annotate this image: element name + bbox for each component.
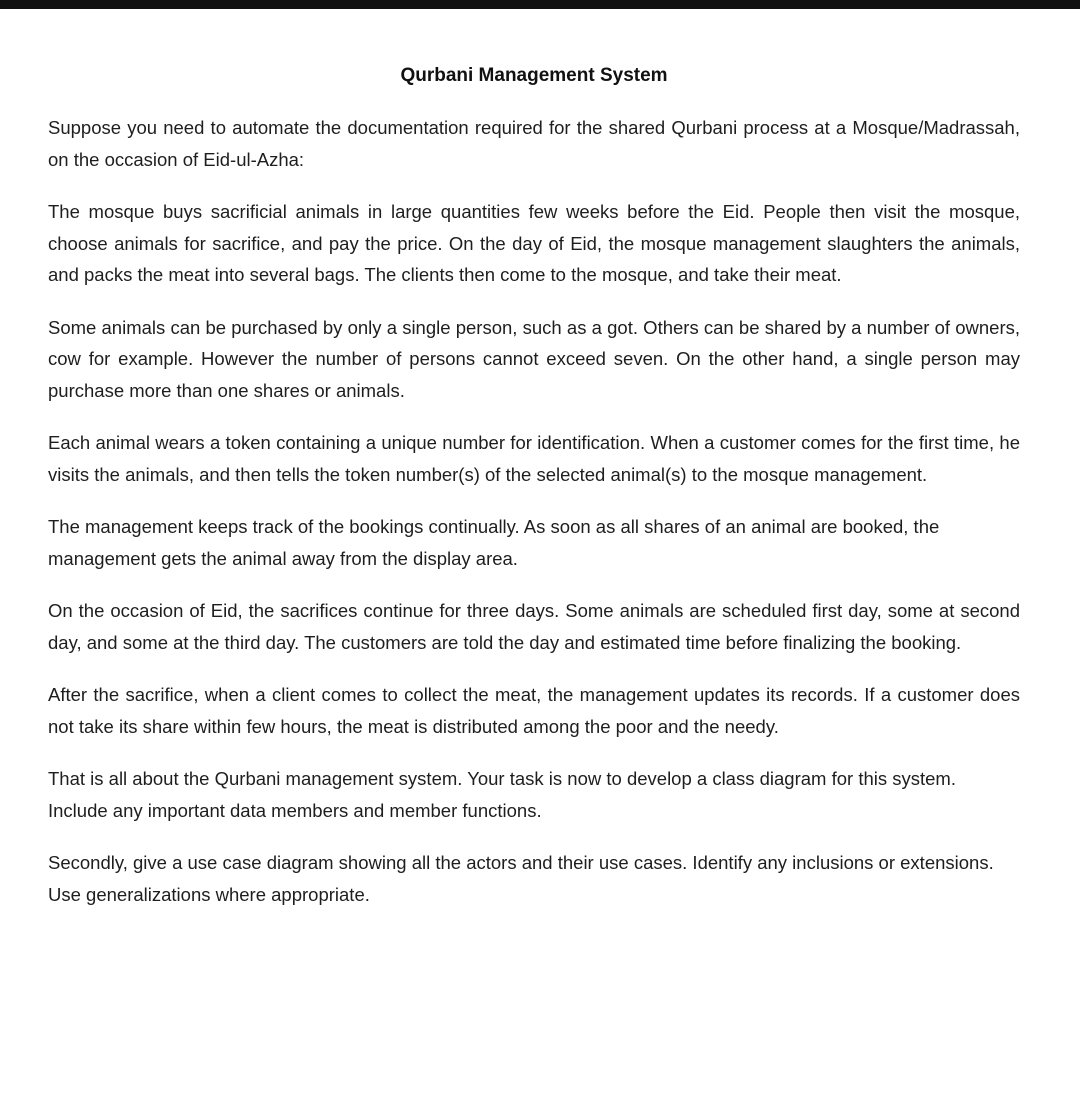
paragraph-token: Each animal wears a token containing a unique number for identification. When a customer comes for the first time, he visits the animals, and then tells the token number(s) of the selected animal(s) to the mosque management. [48, 432, 1020, 485]
paragraph-class-diagram-task: That is all about the Qurbani management system. Your task is now to develop a class diagram for this system. Include any important data members and member functions. [48, 768, 956, 821]
paragraph-bookings: The management keeps track of the bookings continually. As soon as all shares of an animal are booked, the management gets the animal away from the display area. [48, 516, 940, 569]
paragraph-purchase-process: The mosque buys sacrificial animals in large quantities few weeks before the Eid. People then visit the mosque, choose animals for sacrifice, and pay the price. On the day of Eid, the mosque management slaughters the animals, and packs the meat into several bags. The clients then come to the mosque, and take their meat. [48, 201, 1020, 285]
document-page [48, 60, 1020, 931]
paragraph-schedule: On the occasion of Eid, the sacrifices continue for three days. Some animals are scheduled first day, some at second day, and some at the third day. The customers are told the day and estimated time before finalizing the booking. [48, 600, 1020, 653]
paragraph-intro: Suppose you need to automate the documentation required for the shared Qurbani process at a Mosque/Madrassah, on the occasion of Eid-ul-Azha: [48, 117, 1020, 170]
paragraph-shares: Some animals can be purchased by only a single person, such as a got. Others can be shared by a number of owners, cow for example. However the number of persons cannot exceed seven. On the other hand, a single person may purchase more than one shares or animals. [48, 316, 1020, 401]
paragraph-collection: After the sacrifice, when a client comes to collect the meat, the management updates its records. If a customer does not take its share within few hours, the meat is distributed among the poor and the needy. [48, 684, 1020, 737]
paragraph-use-case-task: Secondly, give a use case diagram showing all the actors and their use cases. Identify any inclusions or extensions. Use generalizations where appropriate. [48, 852, 994, 905]
top-edge-bar [0, 0, 1080, 9]
document-title: Qurbani Management System [400, 65, 668, 86]
